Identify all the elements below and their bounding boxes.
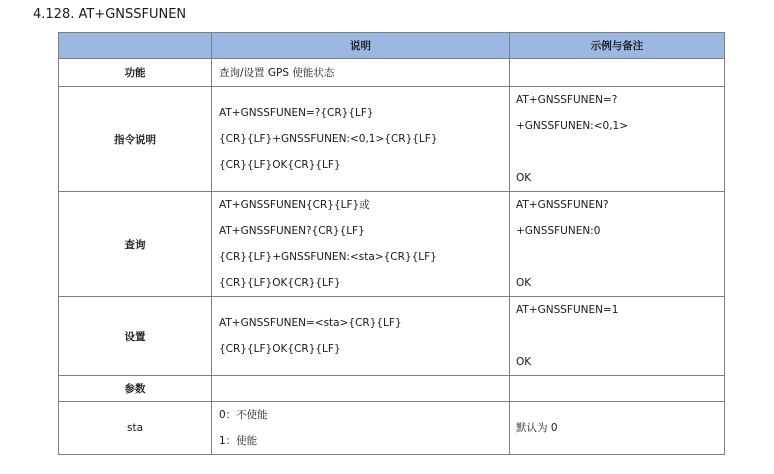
row-label-function: 功能 [59,59,212,87]
sta-example [510,402,725,455]
params-example [510,376,725,402]
sta-description [212,402,510,455]
example-line: OK [516,277,532,289]
table-header-row [59,33,725,59]
header-example-column: 示例与备注 [510,33,725,59]
desc-line: {CR}{LF}OK{CR}{LF} [219,159,341,171]
desc-line: {CR}{LF}+GNSSFUNEN:<0,1>{CR}{LF} [219,133,438,145]
row-label-query: 查询 [59,192,212,297]
set-description [212,297,510,376]
example-line: AT+GNSSFUNEN? [516,199,609,211]
table-row-set [59,297,725,376]
set-example [510,297,725,376]
example-line: AT+GNSSFUNEN=? [516,94,618,106]
example-line: +GNSSFUNEN:<0,1> [516,120,629,132]
table-row-query [59,192,725,297]
header-description-column: 说明 [212,33,510,59]
example-line: AT+GNSSFUNEN=1 [516,304,619,316]
desc-line: AT+GNSSFUNEN?{CR}{LF} [219,225,365,237]
desc-line: {CR}{LF}OK{CR}{LF} [219,277,341,289]
function-example [510,59,725,87]
example-line [516,139,724,165]
row-label-params: 参数 [59,376,212,402]
table-row-command [59,87,725,192]
desc-line: {CR}{LF}+GNSSFUNEN:<sta>{CR}{LF} [219,251,437,263]
row-label-set: 设置 [59,297,212,376]
desc-line: AT+GNSSFUNEN{CR}{LF}或 [219,199,370,211]
row-label-sta: sta [59,402,212,455]
desc-line: AT+GNSSFUNEN=<sta>{CR}{LF} [219,317,402,329]
section-heading: 4.128. AT+GNSSFUNEN [33,7,187,22]
table-row-params [59,376,725,402]
table-row-function [59,59,725,87]
table-row-sta [59,402,725,455]
row-label-command: 指令说明 [59,87,212,192]
function-description [212,59,510,87]
example-line [516,323,724,349]
params-description [212,376,510,402]
desc-line: 1：使能 [219,435,258,447]
query-example [510,192,725,297]
example-line: OK [516,356,532,368]
example-line: +GNSSFUNEN:0 [516,225,601,237]
query-description [212,192,510,297]
desc-line: {CR}{LF}OK{CR}{LF} [219,343,341,355]
example-line: 默认为 0 [516,422,558,434]
example-line: OK [516,172,532,184]
at-command-table [58,32,725,455]
header-label-column [59,33,212,59]
example-line [516,244,724,270]
command-example [510,87,725,192]
desc-line: AT+GNSSFUNEN=?{CR}{LF} [219,107,374,119]
desc-line: 查询/设置 GPS 使能状态 [219,66,335,79]
desc-line: 0：不使能 [219,409,268,421]
command-description [212,87,510,192]
